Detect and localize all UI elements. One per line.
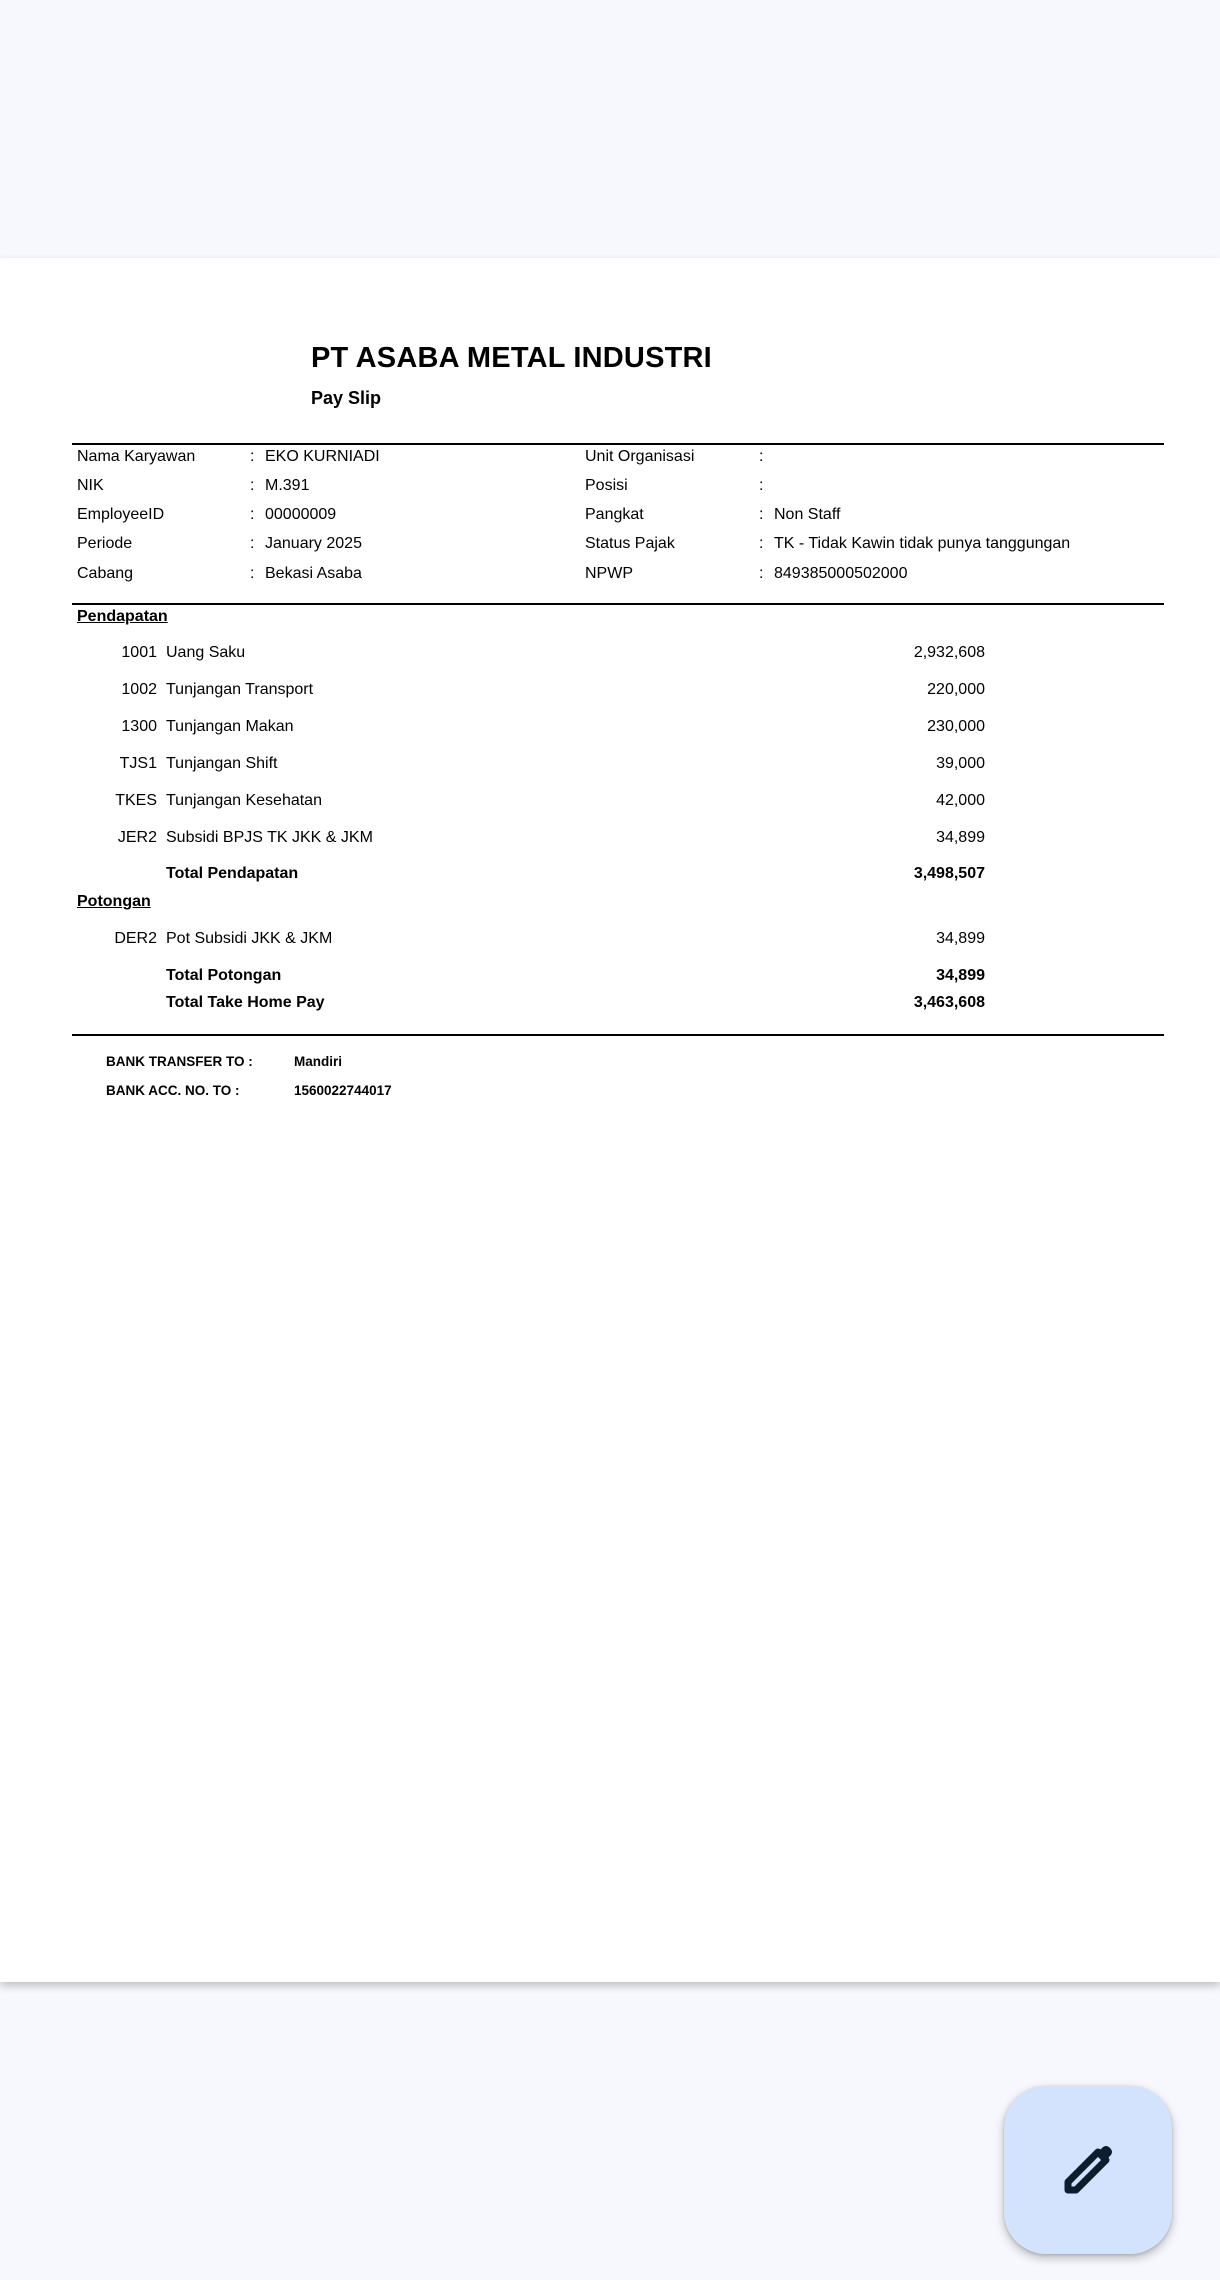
info-colon: : xyxy=(759,477,764,494)
info-value: M.391 xyxy=(265,477,310,494)
info-colon: : xyxy=(759,506,764,523)
info-colon: : xyxy=(250,477,255,494)
info-label: NPWP xyxy=(585,565,633,582)
item-code: TKES xyxy=(115,792,157,809)
take-home-row xyxy=(0,994,1220,1018)
item-code: 1002 xyxy=(121,681,157,698)
info-row xyxy=(0,565,1220,594)
info-label: Status Pajak xyxy=(585,535,675,552)
divider-top xyxy=(72,443,1164,445)
deductions-section-title: Potongan xyxy=(77,893,151,910)
info-row xyxy=(0,535,1220,564)
earnings-row xyxy=(0,755,1220,781)
info-colon: : xyxy=(759,565,764,582)
info-value: 00000009 xyxy=(265,506,337,523)
info-row xyxy=(0,448,1220,477)
bank-account-label: BANK ACC. NO. TO : xyxy=(106,1083,240,1098)
info-value: Non Staff xyxy=(774,506,841,523)
edit-fab-button[interactable] xyxy=(1004,2086,1172,2254)
item-code: 1300 xyxy=(121,718,157,735)
item-amount: 230,000 xyxy=(927,718,985,735)
earnings-row xyxy=(0,718,1220,744)
earnings-row xyxy=(0,829,1220,855)
info-label: Posisi xyxy=(585,477,628,494)
total-label: Total Pendapatan xyxy=(166,865,299,882)
item-name: Subsidi BPJS TK JKK & JKM xyxy=(166,829,373,846)
item-code: DER2 xyxy=(114,930,157,947)
item-code: 1001 xyxy=(121,644,157,661)
item-name: Tunjangan Transport xyxy=(166,681,314,698)
deductions-total-row xyxy=(0,967,1220,991)
total-label: Total Potongan xyxy=(166,967,282,984)
info-value: TK - Tidak Kawin tidak punya tanggungan xyxy=(774,535,1071,552)
info-label: EmployeeID xyxy=(77,506,165,523)
earnings-row xyxy=(0,681,1220,707)
info-label: NIK xyxy=(77,477,104,494)
item-amount: 42,000 xyxy=(936,792,985,809)
info-label: Unit Organisasi xyxy=(585,448,695,465)
bank-account-row xyxy=(0,1083,1220,1103)
item-amount: 2,932,608 xyxy=(913,644,985,661)
info-colon: : xyxy=(250,506,255,523)
info-colon: : xyxy=(759,535,764,552)
info-row xyxy=(0,477,1220,506)
item-amount: 220,000 xyxy=(927,681,985,698)
deductions-row xyxy=(0,930,1220,956)
info-label: Cabang xyxy=(77,565,134,582)
item-amount: 34,899 xyxy=(936,930,985,947)
take-home-amount: 3,463,608 xyxy=(913,994,985,1011)
info-colon: : xyxy=(250,565,255,582)
item-code: TJS1 xyxy=(119,755,157,772)
item-name: Tunjangan Kesehatan xyxy=(166,792,322,809)
bank-account-value: 1560022744017 xyxy=(294,1083,392,1098)
info-value: 849385000502000 xyxy=(774,565,908,582)
earnings-row xyxy=(0,644,1220,670)
divider-bottom xyxy=(72,1034,1164,1036)
info-value: Bekasi Asaba xyxy=(265,565,362,582)
info-label: Nama Karyawan xyxy=(77,448,196,465)
info-colon: : xyxy=(250,448,255,465)
info-value: January 2025 xyxy=(265,535,362,552)
bank-transfer-label: BANK TRANSFER TO : xyxy=(106,1054,253,1069)
earnings-total-row xyxy=(0,865,1220,889)
payslip-page xyxy=(0,258,1220,1982)
info-row xyxy=(0,506,1220,535)
item-amount: 39,000 xyxy=(936,755,985,772)
item-name: Pot Subsidi JKK & JKM xyxy=(166,930,333,947)
earnings-row xyxy=(0,792,1220,818)
document-title: Pay Slip xyxy=(311,388,382,408)
earnings-section-title: Pendapatan xyxy=(77,608,168,625)
total-amount: 3,498,507 xyxy=(913,865,985,882)
company-name: PT ASABA METAL INDUSTRI xyxy=(311,342,712,374)
info-colon: : xyxy=(759,448,764,465)
item-name: Uang Saku xyxy=(166,644,246,661)
item-amount: 34,899 xyxy=(936,829,985,846)
item-code: JER2 xyxy=(117,829,157,846)
divider-info xyxy=(72,603,1164,605)
info-colon: : xyxy=(250,535,255,552)
info-label: Periode xyxy=(77,535,133,552)
total-amount: 34,899 xyxy=(936,967,985,984)
info-label: Pangkat xyxy=(585,506,644,523)
bank-transfer-value: Mandiri xyxy=(294,1054,343,1069)
bank-transfer-row xyxy=(0,1054,1220,1074)
item-name: Tunjangan Makan xyxy=(166,718,294,735)
take-home-label: Total Take Home Pay xyxy=(166,994,325,1011)
pencil-icon xyxy=(1056,2138,1120,2202)
info-value: EKO KURNIADI xyxy=(265,448,380,465)
item-name: Tunjangan Shift xyxy=(166,755,278,772)
